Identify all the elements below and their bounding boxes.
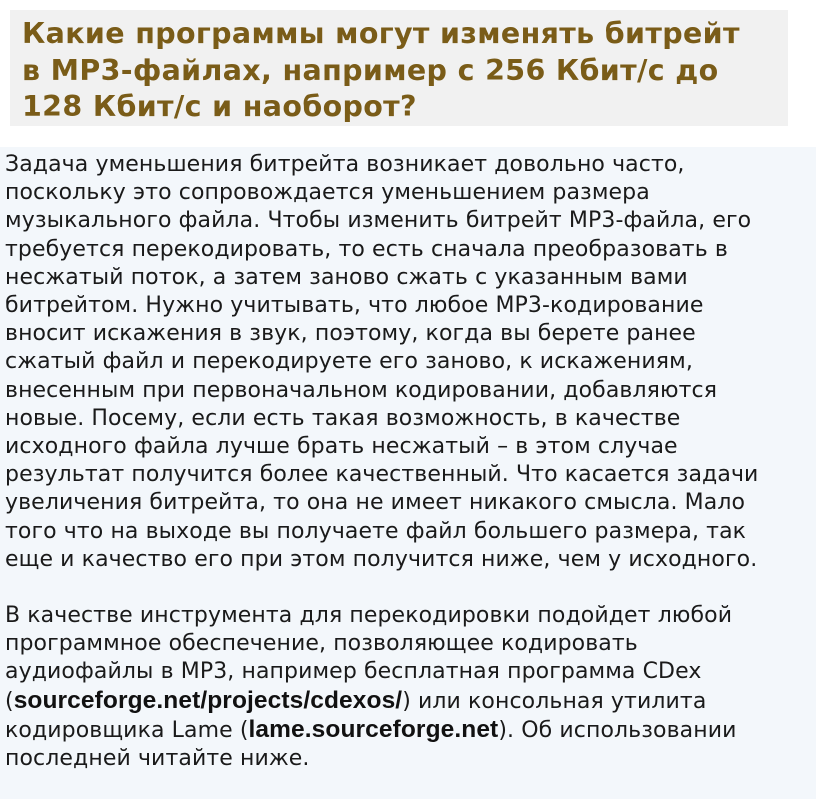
- paren-open: (: [5, 688, 14, 714]
- cdex-link[interactable]: sourceforge.net/projects/cdexos/: [13, 686, 403, 714]
- paragraph-line: увеличения битрейта, то она не имеет никакого смысла. Мало: [5, 490, 746, 516]
- lame-after-text: ). Об использовании: [498, 717, 737, 743]
- paragraph-line: поскольку это сопровождается уменьшением размера: [5, 180, 650, 206]
- paren-close-text: ) или консольная утилита: [402, 688, 707, 714]
- paragraph-line: [5, 687, 811, 716]
- paragraph-line: того что на выходе вы получаете файл большего размера, так: [5, 518, 747, 544]
- title-line: Какие программы могут изменять битрейт: [22, 17, 740, 50]
- paragraph-line: несжатый поток, а затем заново сжать с указанным вами: [5, 264, 688, 290]
- paragraph-line: сжатый файл и перекодируете его заново, к искажениям,: [5, 349, 693, 375]
- paragraph-line: новые. Посему, если есть такая возможность, в качестве: [5, 405, 681, 431]
- title-line: в MP3-файлах, например с 256 Кбит/с до: [22, 53, 719, 87]
- paragraph-line: программное обеспечение, позволяющее кодировать: [5, 631, 638, 657]
- paragraph-line: В качестве инструмента для перекодировки подойдет любой: [5, 603, 733, 628]
- paragraph-line: требуется перекодировать, то есть сначала преобразовать в: [5, 236, 728, 262]
- article-title: [22, 16, 792, 126]
- lame-link[interactable]: lame.sourceforge.net: [248, 715, 499, 743]
- paragraph-line: последней читайте ниже.: [5, 746, 310, 772]
- paragraph-bitrate-explanation: [5, 151, 811, 574]
- paragraph-line: музыкального файла. Чтобы изменить битрейт MP3-файла, его: [5, 208, 752, 234]
- paragraph-line: результат получится более качественный. Что касается задачи: [5, 462, 759, 488]
- paragraph-line: исходного файла лучше брать несжатый – в этом случае: [5, 434, 678, 460]
- lame-intro-text: кодировщика Lame (: [5, 717, 249, 743]
- paragraph-line: вносит искажения в звук, поэтому, когда вы берете ранее: [5, 321, 696, 347]
- paragraph-tools: [5, 602, 811, 773]
- title-line: 128 Кбит/с и наоборот?: [22, 90, 417, 123]
- paragraph-line: еще и качество его при этом получится ниже, чем у исходного.: [5, 546, 758, 572]
- paragraph-line: аудиофайлы в MP3, например бесплатная программа CDex: [5, 659, 702, 685]
- paragraph-line: битрейтом. Нужно учитывать, что любое MP3-кодирование: [5, 293, 704, 319]
- paragraph-line: Задача уменьшения битрейта возникает довольно часто,: [5, 152, 685, 177]
- paragraph-line: [5, 716, 811, 745]
- paragraph-line: внесенным при первоначальном кодировании, добавляются: [5, 377, 718, 403]
